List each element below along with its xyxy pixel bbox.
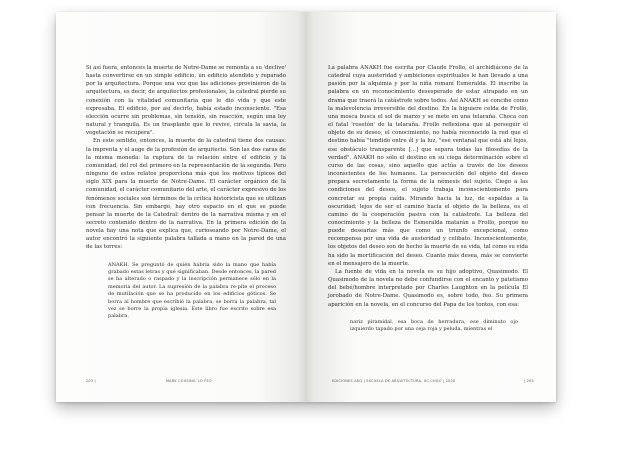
right-body-text bbox=[328, 64, 528, 334]
quote-text: nariz piramidal, esa boca de herradura, ese diminuto ojo izquierdo tapado por una ceja roja y peluda, mientras el bbox=[350, 318, 518, 333]
running-footer: MARK COUSINS: LO FEO bbox=[166, 379, 212, 383]
paragraph: En este sentido, entonces, la muerte de la catedral tiene dos causas: la imprenta y el auge de la profesión de arquitecto. Son las dos caras de la misma moneda: la ruptura de la relación entre el edificio y la comunidad, del rol del primero en la representación de la segunda. Pero ninguno de estos relatos proporciona más que los motivos típicos del siglo XIX para la muerte de Notre-Dame. El carácter orgánico de la comunidad, el carácter comunitario del arte, el carácter expresivo de los fenómenos sociales son términos de la crítica historicista que se utilizan con frecuencia. Sin embargo, hay otro espacio en el que se puede pensar la muerte de la Catedral: dentro de la narrativa misma y en el secreto contenido dentro de la narrativa. En la primera edición de la novela hay una nota que explica que, curioseando por Notre-Dame, el autor encontró la siguiente palabra tallada a mano en la pared de una de las torres: bbox=[86, 138, 286, 251]
left-page bbox=[56, 12, 306, 402]
block-quote bbox=[350, 319, 518, 334]
quote-text: ANAKH. Se preguntó de quién habría sido la mano que había grabado estas letras y qué significaban. Desde entonces, la pared se ha alterado o raspado y la inscripción permanece sólo en la memoria del autor. La supresión de la palabra re-pite el proceso de mutilación que se ha producido en los edificios góticos. Se borra al hombre que escribió la palabra, se borra la palabra, tal vez se borre la propia iglesia. Este libro fue escrito sobre esa palabra. bbox=[108, 261, 276, 320]
right-page bbox=[306, 12, 556, 402]
paragraph: La palabra ANAKH fue escrita por Claude Frollo, el archidiácono de la catedral cuya austeridad y ambiciones espirituales le han llevado a una pasión por la alquimia y por la niña romaní Esmeralda. El inscribe la palabra en un reconocimiento desesperado de estar atrapado en un drama que traerá la catástrofe sobre todos. Así ANAKH se concibe como la malevolencia irreversible del destino. En la higuiere celda de Frollo, una mosca busca el sol de marzo y se mete en una telaraña. Choca con el fatal 'rosetón' de la telaraña. Frollo reflexiona que al perseguir el objeto de su deseo, el conocimiento, no había reconocido la red que el destino había "tendido entre él y la luz, "ese ventanal que está ahí lejos, ese obstáculo transparente [...] que separa todas las filosofías de la verdad". ANAKH no sólo el destino en su ciega determinación sobre el curso de las cosas, sino aquello que actúa a través de los deseos inconscientes de los humanos. La persecución del objeto del deseo prepara secretamente la forma de la némesis del sujeto. Ciego a las condiciones del deseo, el sujeto trabaja inconscientemente para concretar su propia caída. Mirando hacia la luz, de espaldas a la oscuridad; lejos de ser el camino hacia el objeto de la belleza, es el camino de la cooperación pasiva con la catástrofe. La belleza del conocimiento y la belleza de Esmeralda matarán a Frollo, porque no puede desearlas más que como un triunfo excepcional, como recompensa por una vida de austeridad y celibato. Inconscientemente, los objetos del deseo son de hecho la muerte de su vida, tal como su vida ha sido la mortificación del deseo. Cuanto más desea, más se convierte en el mensajero de la muerte. bbox=[328, 65, 528, 267]
page-number: | 205 bbox=[524, 379, 534, 383]
left-body-text bbox=[86, 64, 286, 321]
block-quote bbox=[108, 262, 276, 321]
running-footer: EDICIONES ARQ | ESCUELA DE ARQUITECTURA, UC CHILE | 2020 bbox=[332, 379, 456, 383]
book-spread bbox=[56, 12, 556, 402]
page-number: 203 | bbox=[86, 379, 96, 383]
paragraph: La fuente de vida en la novela es su hijo adoptivo, Quasimodo. El Quasimodo de la novela no debe confundirse con el encanto y patetismo del bebé/hombre interpretado por Charles Laughton en la película El jorobado de Notre-Dame. Quasimodo es, sobre todo, feo. Su primera aparición en la novela, en el concurso del Papa de los tontos, con esa: bbox=[328, 268, 528, 308]
paragraph: Si así fuera, entonces la muerte de Notre-Dame se remonta a su 'declive' hasta convertirse en un simple edificio, un edificio atendido y reparado por la arquitectura. Porque una vez que las adiciones provinieron de la arquitectura, es decir, de arquitectos profesionales, la catedral pierde su conexión con la vitalidad comunitaria que le dio vida y que este expresaba. El edificio, por así decirlo, había estado inconsciente. "Esa elección ocurre sin problemas, sin tensión, sin reacción, según una ley natural y tranquila. Es un trasplante que lo revive, circula la savia, la vegetación se recupera". bbox=[86, 65, 286, 137]
